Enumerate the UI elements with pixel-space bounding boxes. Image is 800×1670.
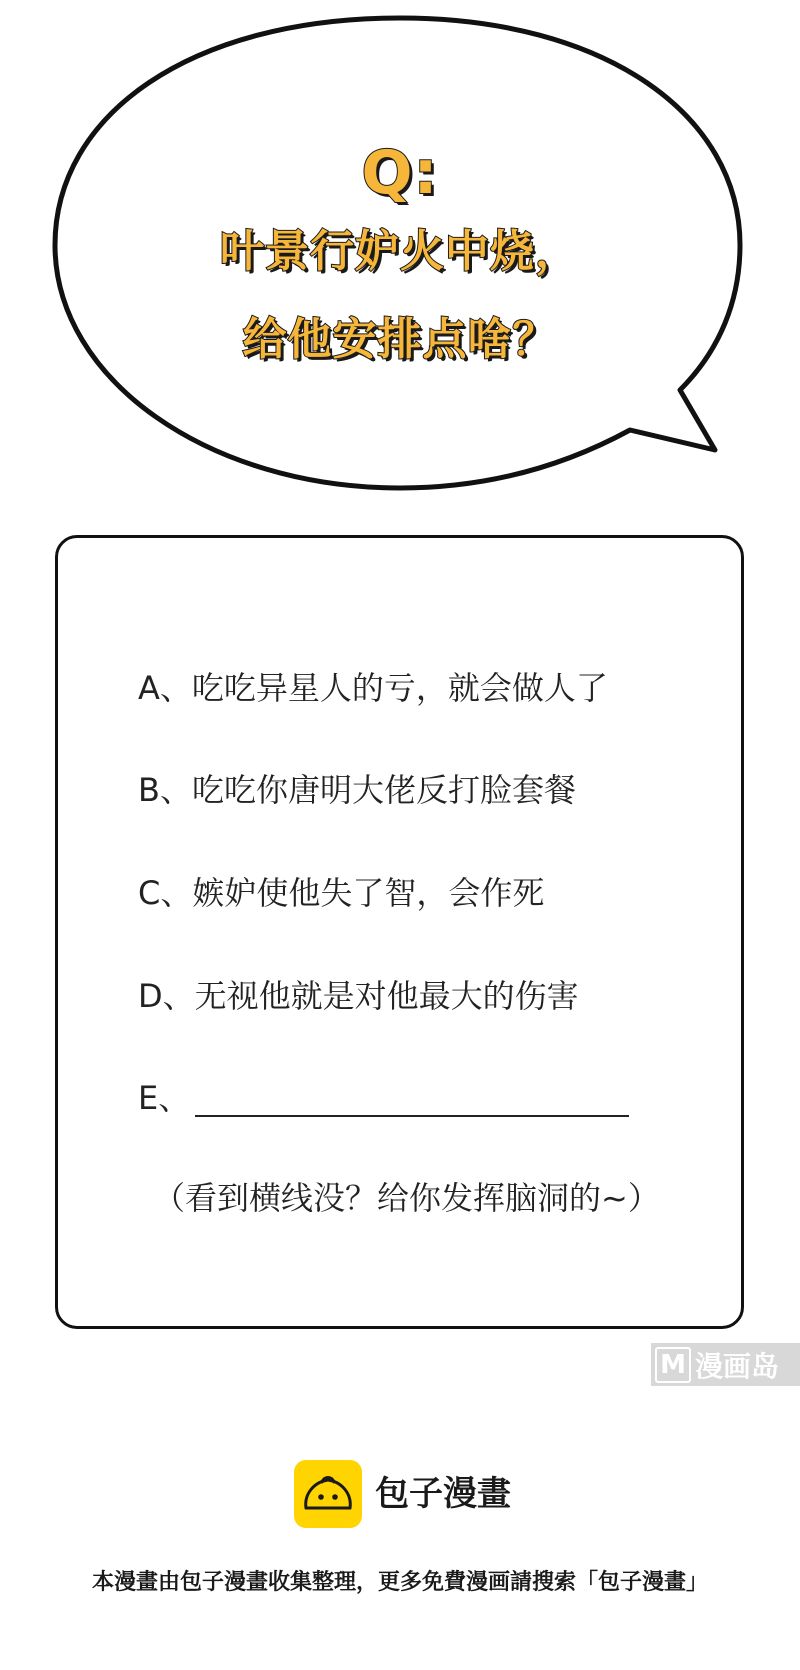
answer-options-box bbox=[55, 535, 744, 1329]
brand-name: 包子漫畫 bbox=[375, 1474, 511, 1514]
question-line-2: 给他安排点啥？ bbox=[242, 314, 558, 365]
steamed-bun-icon bbox=[294, 1460, 362, 1528]
option-e: E、 bbox=[138, 1079, 191, 1117]
hint-text: （看到横线没？给你发挥脑洞的~） bbox=[153, 1179, 660, 1217]
watermark-text: 漫画岛 bbox=[695, 1349, 780, 1383]
option-b: B、吃吃你唐明大佬反打脸套餐 bbox=[138, 771, 576, 809]
question-label: Q: bbox=[361, 138, 439, 208]
option-d: D、无视他就是对他最大的伤害 bbox=[138, 977, 579, 1015]
option-e-blank-line bbox=[195, 1115, 629, 1117]
option-a: A、吃吃异星人的亏，就会做人了 bbox=[138, 669, 608, 707]
watermark-logo-icon: M bbox=[655, 1347, 691, 1383]
footer-note: 本漫畫由包子漫畫收集整理，更多免費漫画請搜索「包子漫畫」 bbox=[91, 1570, 708, 1595]
watermark bbox=[651, 1343, 800, 1386]
bun-drawing bbox=[294, 1460, 362, 1528]
option-c: C、嫉妒使他失了智，会作死 bbox=[138, 874, 545, 912]
question-line-1: 叶景行妒火中烧， bbox=[220, 226, 580, 277]
